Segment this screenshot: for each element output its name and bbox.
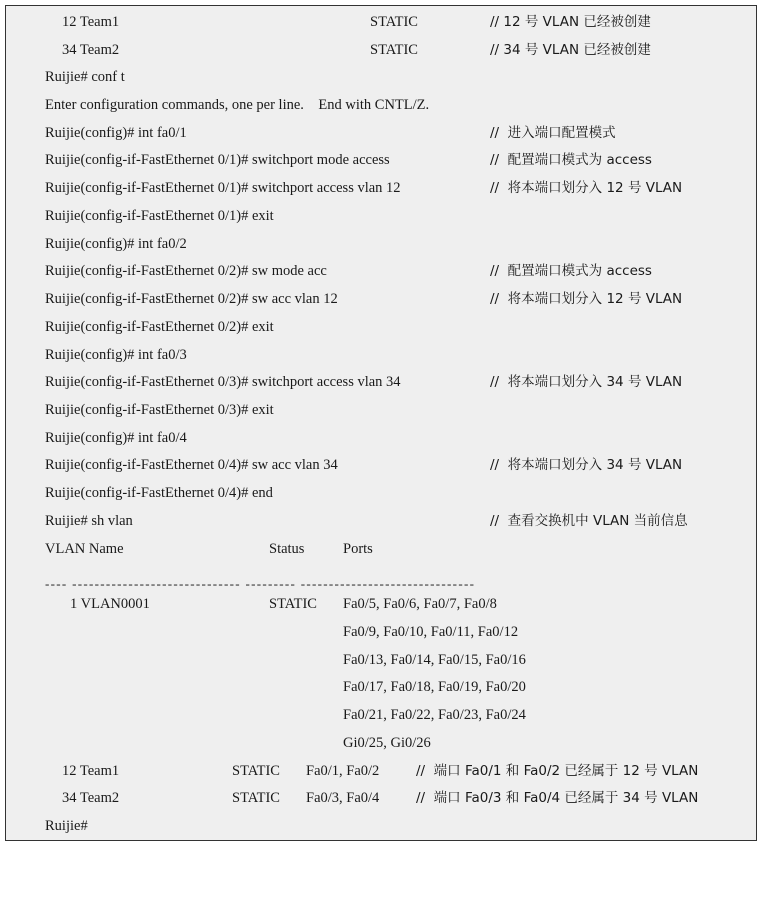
comment: // 进入端口配置模式 bbox=[490, 125, 616, 141]
command-line bbox=[6, 511, 756, 531]
command-line bbox=[6, 234, 756, 254]
command-line bbox=[6, 206, 756, 226]
output-line bbox=[6, 12, 756, 32]
command-text: Ruijie# sh vlan bbox=[45, 513, 133, 529]
vlan-ports: Fa0/13, Fa0/14, Fa0/15, Fa0/16 bbox=[343, 652, 526, 668]
comment: // 配置端口模式为 access bbox=[490, 263, 652, 279]
command-text: Ruijie(config-if-FastEthernet 0/3)# switchport access vlan 34 bbox=[45, 374, 401, 390]
command-line bbox=[6, 150, 756, 170]
command-line bbox=[6, 400, 756, 420]
vlan-status: STATIC bbox=[232, 790, 280, 806]
table-row bbox=[6, 733, 756, 753]
column-header-vlan-name: VLAN Name bbox=[45, 541, 124, 557]
vlan-ports: Fa0/3, Fa0/4 bbox=[306, 790, 380, 806]
column-header-ports: Ports bbox=[343, 541, 373, 557]
output-text: Enter configuration commands, one per line. End with CNTL/Z. bbox=[45, 97, 430, 113]
command-text: Ruijie(config-if-FastEthernet 0/2)# sw acc vlan 12 bbox=[45, 291, 338, 307]
command-text: Ruijie(config-if-FastEthernet 0/1)# exit bbox=[45, 208, 274, 224]
command-line bbox=[6, 123, 756, 143]
vlan-id-name: 34 Team2 bbox=[62, 42, 120, 58]
table-row bbox=[6, 677, 756, 697]
vlan-ports: Fa0/17, Fa0/18, Fa0/19, Fa0/20 bbox=[343, 679, 526, 695]
comment: // 将本端口划分入 12 号 VLAN bbox=[490, 291, 683, 307]
command-text: Ruijie(config-if-FastEthernet 0/1)# switchport access vlan 12 bbox=[45, 180, 401, 196]
vlan-ports: Fa0/1, Fa0/2 bbox=[306, 763, 380, 779]
command-text: Ruijie(config-if-FastEthernet 0/4)# end bbox=[45, 485, 273, 501]
vlan-id-name: 34 Team2 bbox=[62, 790, 120, 806]
vlan-status: STATIC bbox=[269, 596, 317, 612]
output-line bbox=[6, 40, 756, 60]
terminal-output bbox=[5, 5, 757, 841]
command-text: Ruijie(config)# int fa0/3 bbox=[45, 347, 187, 363]
comment: // 端口 Fa0/1 和 Fa0/2 已经属于 12 号 VLAN bbox=[416, 763, 699, 779]
comment: // 查看交换机中 VLAN 当前信息 bbox=[490, 513, 688, 529]
command-prompt[interactable] bbox=[6, 816, 756, 836]
table-row bbox=[6, 594, 756, 614]
command-line bbox=[6, 67, 756, 87]
command-text: Ruijie(config)# int fa0/2 bbox=[45, 236, 187, 252]
table-row bbox=[6, 622, 756, 642]
vlan-status: STATIC bbox=[370, 42, 418, 58]
table-row bbox=[6, 761, 756, 781]
command-text: Ruijie(config-if-FastEthernet 0/4)# sw acc vlan 34 bbox=[45, 457, 338, 473]
command-line bbox=[6, 261, 756, 281]
command-text: Ruijie(config)# int fa0/1 bbox=[45, 125, 187, 141]
vlan-ports: Fa0/9, Fa0/10, Fa0/11, Fa0/12 bbox=[343, 624, 519, 640]
command-text: Ruijie(config)# int fa0/4 bbox=[45, 430, 187, 446]
table-row bbox=[6, 788, 756, 808]
table-row bbox=[6, 650, 756, 670]
command-text: Ruijie(config-if-FastEthernet 0/1)# switchport mode access bbox=[45, 152, 390, 168]
comment: // 12 号 VLAN 已经被创建 bbox=[490, 14, 651, 30]
command-line bbox=[6, 428, 756, 448]
command-line bbox=[6, 317, 756, 337]
vlan-ports: Gi0/25, Gi0/26 bbox=[343, 735, 431, 751]
table-row bbox=[6, 705, 756, 725]
command-text: Ruijie(config-if-FastEthernet 0/2)# sw mode acc bbox=[45, 263, 327, 279]
output-line bbox=[6, 95, 756, 115]
comment: // 将本端口划分入 34 号 VLAN bbox=[490, 457, 683, 473]
command-line bbox=[6, 372, 756, 392]
comment: // 配置端口模式为 access bbox=[490, 152, 652, 168]
vlan-id-name: 12 Team1 bbox=[62, 763, 120, 779]
vlan-table-header bbox=[6, 539, 756, 559]
vlan-ports: Fa0/5, Fa0/6, Fa0/7, Fa0/8 bbox=[343, 596, 497, 612]
table-divider: ---- ------------------------------ --------- ------------------------------- bbox=[45, 576, 476, 591]
command-text: Ruijie(config-if-FastEthernet 0/2)# exit bbox=[45, 319, 274, 335]
command-line bbox=[6, 178, 756, 198]
command-line bbox=[6, 289, 756, 309]
comment: // 34 号 VLAN 已经被创建 bbox=[490, 42, 651, 58]
command-text: Ruijie# conf t bbox=[45, 69, 125, 85]
column-header-status: Status bbox=[269, 541, 305, 557]
comment: // 将本端口划分入 34 号 VLAN bbox=[490, 374, 683, 390]
vlan-status: STATIC bbox=[370, 14, 418, 30]
command-line bbox=[6, 483, 756, 503]
vlan-id-name: 1 VLAN0001 bbox=[70, 596, 150, 612]
command-line bbox=[6, 345, 756, 365]
vlan-id-name: 12 Team1 bbox=[62, 14, 120, 30]
comment: // 端口 Fa0/3 和 Fa0/4 已经属于 34 号 VLAN bbox=[416, 790, 699, 806]
prompt-text: Ruijie# bbox=[45, 818, 88, 834]
vlan-status: STATIC bbox=[232, 763, 280, 779]
vlan-ports: Fa0/21, Fa0/22, Fa0/23, Fa0/24 bbox=[343, 707, 526, 723]
command-line bbox=[6, 455, 756, 475]
command-text: Ruijie(config-if-FastEthernet 0/3)# exit bbox=[45, 402, 274, 418]
comment: // 将本端口划分入 12 号 VLAN bbox=[490, 180, 683, 196]
